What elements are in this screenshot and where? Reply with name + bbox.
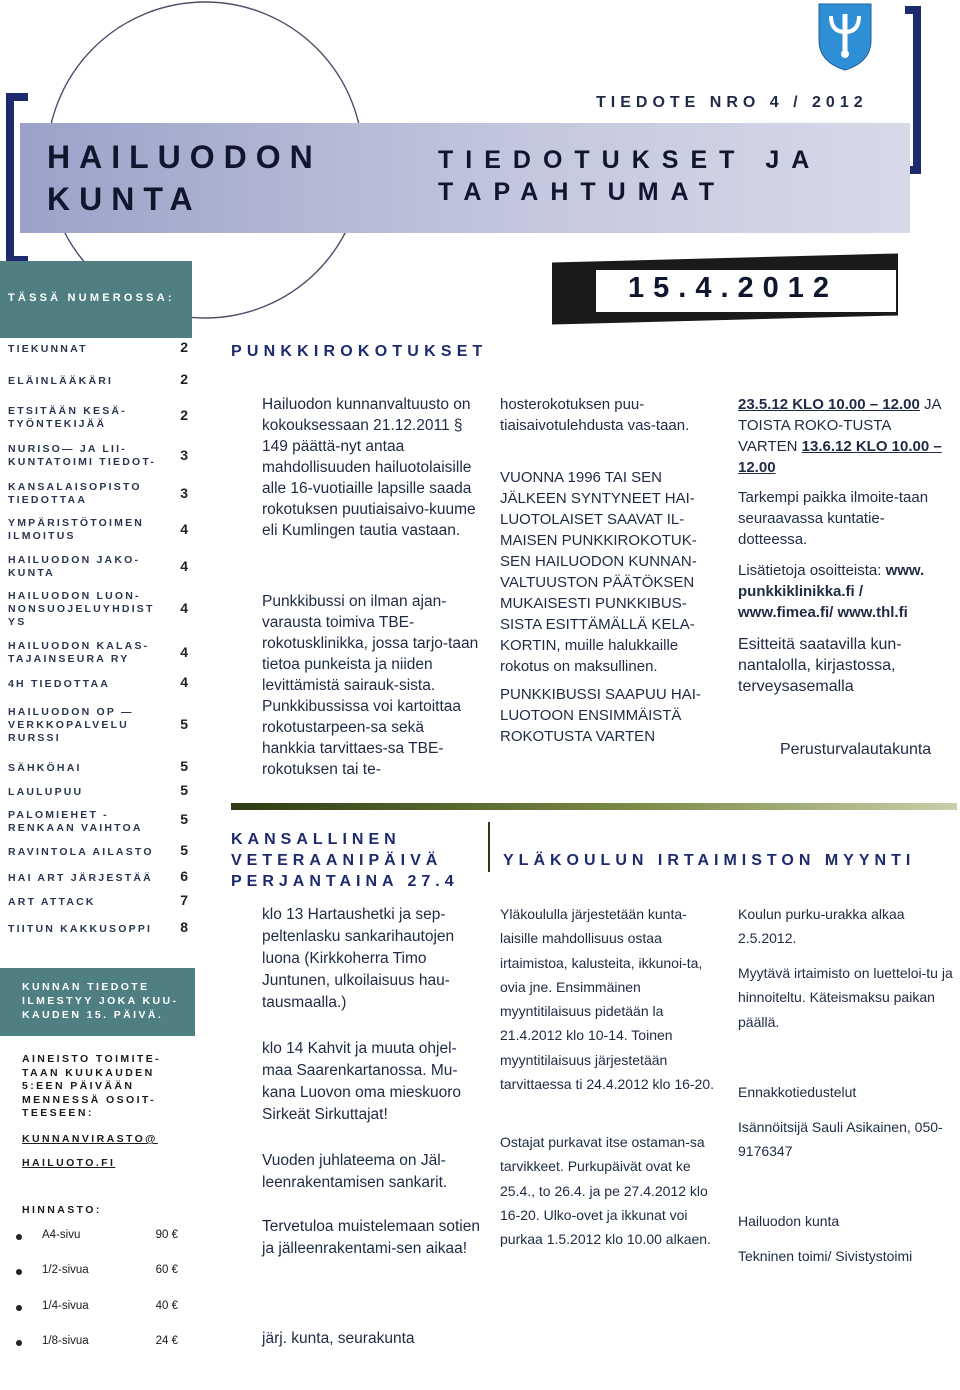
punkki-col1-p1: Hailuodon kunnanvaltuusto on kokouksessaan 21.12.2011 § 149 päättä-nyt antaa mahdollisuuden hailuotolaisille alle 16-vuotiaille lapsille saada rokotuksen puutiaisaivo-kuume eli Kumlingen tautia vastaan. (262, 396, 476, 539)
section-divider (231, 803, 957, 810)
notice-text: KUNNAN TIEDOTE ILMESTYY JOKA KUU-KAUDEN 15. PÄIVÄ. (22, 981, 179, 1021)
toc-item-label[interactable]: SÄHKÖHAI (8, 762, 82, 774)
toc-item-page: 2 (180, 407, 188, 423)
price-value: 24 € (155, 1335, 178, 1347)
bullet-icon (16, 1234, 22, 1240)
toc-item-page: 2 (180, 339, 188, 355)
price-value: 60 € (155, 1264, 178, 1276)
school-col2-p3: Ennakkotiedustelut (738, 1084, 857, 1100)
toc-item-page: 5 (180, 842, 188, 858)
org-name-line1: HAILUODON (47, 139, 322, 175)
school-col2-p6: Tekninen toimi/ Sivistystoimi (738, 1248, 913, 1264)
coat-of-arms-icon (815, 2, 875, 72)
toc-item-label[interactable]: 4H TIEDOTTAA (8, 678, 111, 690)
school-col2-p5: Hailuodon kunta (738, 1213, 840, 1229)
toc-item-page: 8 (180, 919, 188, 935)
toc-item-label[interactable]: HAILUODON KALAS- TAJAINSEURA RY (8, 640, 150, 665)
toc-item-page: 5 (180, 758, 188, 774)
toc-item-label[interactable]: TIEKUNNAT (8, 343, 88, 355)
toc-item-label[interactable]: NURISO— JA LII- KUNTATOIMI TIEDOT- (8, 443, 157, 468)
links-prefix: Lisätietoja osoitteista: (738, 562, 886, 579)
school-col1-p1: Yläkoululla järjestetään kunta-laisille mahdollisuus ostaa irtaimistoa, kalusteita, ikkunoi-ta, ovia jne. Ensimmäinen myyntitilaisuus pidetään la 21.4.2012 klo 10-14. Toinen myyntitilaisuus järjestetään tarvittaessa ti 24.4.2012 klo 16-20. (500, 906, 715, 1093)
bulletin-number: TIEDOTE NRO 4 / 2012 (596, 94, 868, 111)
toc-item-label[interactable]: HAILUODON JAKO- KUNTA (8, 554, 141, 579)
toc-item-label[interactable]: ELÄINLÄÄKÄRI (8, 375, 114, 387)
veterans-p1: klo 13 Hartaushetki ja sep-peltenlasku sankarihautojen luona (Kirkkoherra Timo Juntunen, ulkoilaisuus hau-tausmaalla.) (262, 906, 455, 1011)
punkki-col2-p3: PUNKKIBUSSI SAAPUU HAI-LUOTOON ENSIMMÄISTÄ ROKOTUSTA VARTEN (500, 686, 701, 745)
veterans-heading: KANSALLINEN VETERAANIPÄIVÄ PERJANTAINA 27.4 (231, 831, 459, 890)
price-value: 40 € (155, 1300, 178, 1312)
toc-item-page: 4 (180, 674, 188, 690)
punkki-col3-mid: JA TOISTA ROKO-TUSTA VARTEN (738, 396, 941, 455)
punkki-col2-p2: VUONNA 1996 TAI SEN JÄLKEEN SYNTYNEET HAI-LUOTOLAISET SAAVAT IL-MAISEN PUNKKIROKOTUK-SEN HAILUODON KUNNAN-VALTUUSTON PÄÄTÖKSEN MUKAISESTI PUNKKIBUS-SISTA ESITTÄMÄLLÄ KELA-KORTIN, muille halukkaille rokotus on maksullinen. (500, 469, 697, 675)
toc-item-label[interactable]: ART ATTACK (8, 896, 96, 908)
veterans-footer: järj. kunta, seurakunta (262, 1330, 415, 1347)
school-divider (488, 822, 490, 872)
email-line2[interactable]: HAILUOTO.FI (22, 1157, 116, 1169)
punkki-col3-p4: Esitteitä saatavilla kun-nantalolla, kirjastossa, terveysasemalla (738, 636, 902, 695)
punkki-col3-p2: Tarkempi paikka ilmoite-taan seuraavassa kuntatie-dotteessa. (738, 489, 929, 548)
toc-item-page: 3 (180, 485, 188, 501)
veterans-p2: klo 14 Kahvit ja muuta ohjel-maa Saarenkartanossa. Mu-kana Luovon oma mieskuoro Sirkeät Sirkuttajat! (262, 1040, 462, 1123)
toc-item-page: 5 (180, 782, 188, 798)
email-line1[interactable]: KUNNANVIRASTO@ (22, 1133, 158, 1145)
punkki-heading: PUNKKIROKOTUKSET (231, 343, 488, 360)
toc-item-page: 5 (180, 716, 188, 732)
school-col2-p4: Isännöitsijä Sauli Asikainen, 050-9176347 (738, 1119, 943, 1160)
school-col2-p1: Koulun purku-urakka alkaa 2.5.2012. (738, 906, 905, 947)
pricing-heading: HINNASTO: (22, 1204, 102, 1216)
toc-item-page: 4 (180, 600, 188, 616)
toc-item-label[interactable]: TIITUN KAKKUSOPPI (8, 923, 153, 935)
title-line1: TIEDOTUKSET JA (438, 146, 822, 174)
issue-date: 15.4.2012 (628, 272, 839, 304)
bullet-icon (16, 1305, 22, 1311)
toc-item-page: 4 (180, 521, 188, 537)
toc-item-label[interactable]: ETSITÄÄN KESÄ- TYÖNTEKIJÄÄ (8, 405, 127, 430)
punkki-col2-p1: hosterokotuksen puu-tiaisaivotulehdusta vas-taan. (500, 396, 690, 434)
bullet-icon (16, 1269, 22, 1275)
price-label: 1/8-sivua (42, 1335, 89, 1347)
toc-item-label[interactable]: PALOMIEHET - RENKAAN VAIHTOA (8, 809, 143, 834)
toc-item-page: 4 (180, 558, 188, 574)
punkki-col3-p3 (738, 560, 953, 623)
info-links[interactable]: www. punkkiklinikka.fi / www.fimea.fi/ www.thl.fi (738, 562, 925, 621)
toc-item-page: 4 (180, 644, 188, 660)
punkki-col1-p2: Punkkibussi on ilman ajan-varausta toimiva TBE-rokotusklinikka, jossa tarjo-taan tietoa punkeista ja niiden levittämistä sairauk-sista. Punkkibussissa voi kartoittaa rokotustarpeen-sa sekä hankkia tarvittaes-sa TBE-rokotuksen tai te- (262, 593, 479, 778)
school-col1-p2: Ostajat purkavat itse ostaman-sa tarvikkeet. Purkupäivät ovat ke 25.4., to 26.4. ja pe 27.4.2012 klo 16-20. Ulko-ovet ja ikkunat voi purkaa 1.5.2012 klo 10.00 alkaen. (500, 1134, 711, 1248)
toc-item-label[interactable]: RAVINTOLA AILASTO (8, 846, 154, 858)
toc-item-label[interactable]: LAULUPUU (8, 786, 84, 798)
toc-item-label[interactable]: HAILUODON LUON- NONSUOJELUYHDIST YS (8, 590, 155, 628)
bullet-icon (16, 1340, 22, 1346)
title-line2: TAPAHTUMAT (438, 178, 727, 206)
contents-heading: TÄSSÄ NUMEROSSA: (8, 292, 175, 304)
toc-item-page: 5 (180, 811, 188, 827)
toc-item-page: 3 (180, 447, 188, 463)
punkki-date1: 23.5.12 KLO 10.00 – 12.00 (738, 396, 920, 413)
punkki-date2: 13.6.12 KLO 10.00 – 12.00 (738, 438, 942, 476)
punkki-signature: Perusturvalautakunta (780, 741, 932, 758)
deadline-text: AINEISTO TOIMITE-TAAN KUUKAUDEN 5:EEN PÄIVÄÄN MENNESSÄ OSOIT-TEESEEN: (22, 1053, 162, 1119)
price-label: 1/4-sivua (42, 1300, 89, 1312)
toc-item-label[interactable]: HAILUODON OP — VERKKOPALVELU RURSSI (8, 706, 134, 744)
org-name-line2: KUNTA (47, 181, 202, 217)
toc-item-label[interactable]: KANSALAISOPISTO TIEDOTTAA (8, 481, 142, 506)
toc-item-page: 6 (180, 868, 188, 884)
price-label: 1/2-sivua (42, 1264, 89, 1276)
veterans-p4: Tervetuloa muistelemaan sotien ja jälleenrakentami-sen aikaa! (262, 1218, 480, 1257)
toc-item-page: 7 (180, 892, 188, 908)
toc-item-page: 2 (180, 371, 188, 387)
veterans-p3: Vuoden juhlateema on Jäl-leenrakentamisen sankarit. (262, 1152, 448, 1191)
school-heading: YLÄKOULUN IRTAIMISTON MYYNTI (503, 852, 916, 869)
toc-item-label[interactable]: YMPÄRISTÖTOIMEN ILMOITUS (8, 517, 145, 542)
school-col2-p2: Myytävä irtaimisto on luetteloi-tu ja hinnoiteltu. Käteismaksu paikan päällä. (738, 965, 953, 1030)
punkki-col3-p1 (738, 394, 948, 478)
price-value: 90 € (155, 1229, 178, 1241)
price-label: A4-sivu (42, 1229, 81, 1241)
toc-item-label[interactable]: HAI ART JÄRJESTÄÄ (8, 872, 153, 884)
